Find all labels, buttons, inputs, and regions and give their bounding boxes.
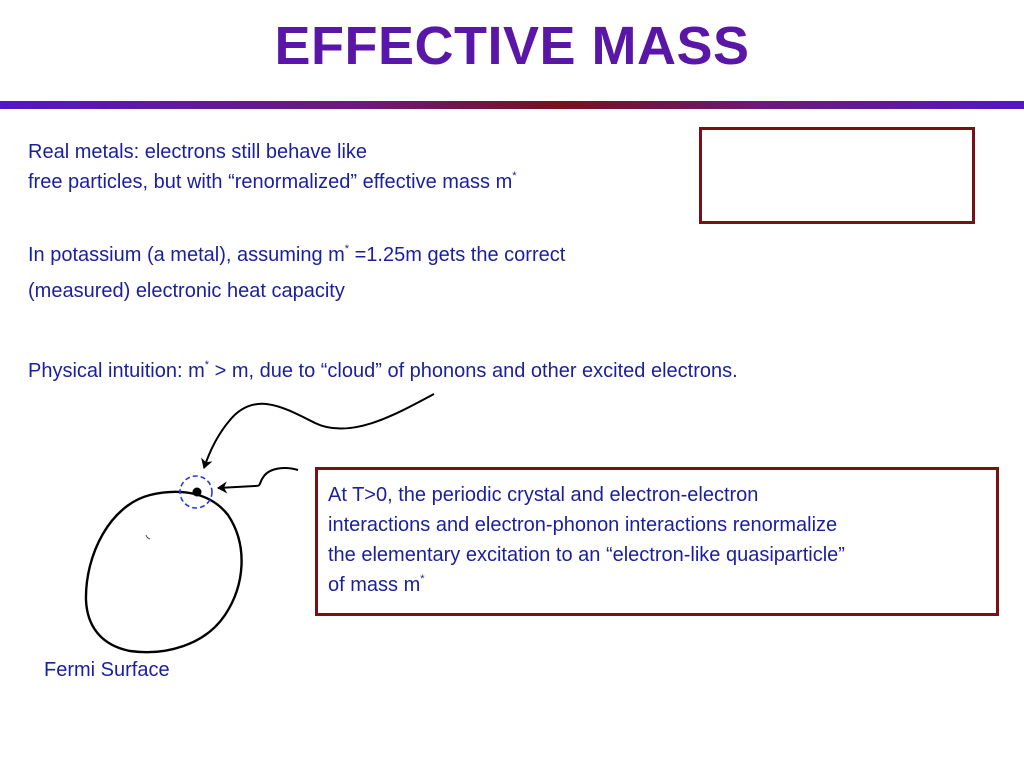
paragraph-potassium-line1-suffix: =1.25m gets the correct [349, 244, 566, 266]
superscript-star: * [512, 170, 517, 182]
superscript-star: * [204, 359, 210, 371]
slide-title: EFFECTIVE MASS [274, 16, 750, 76]
paragraph-real-metals-line2-text: free particles, but with “renormalized” effective mass m [28, 171, 513, 193]
callout-line3: the elementary excitation to an “electron-like quasiparticle” [328, 544, 845, 566]
paragraph-physical-intuition-prefix: Physical intuition: m [28, 360, 205, 382]
sphere-tick-mark [146, 535, 150, 539]
callout-line2: interactions and electron-phonon interactions renormalize [328, 514, 838, 536]
fermi-sphere [86, 492, 242, 652]
paragraph-physical-intuition-suffix: > m, due to “cloud” of phonons and other excited electrons. [209, 360, 738, 382]
quasiparticle-callout-box [315, 467, 999, 616]
squiggle-arrow [218, 468, 298, 488]
quasiparticle-dot [193, 488, 202, 497]
callout-line1: At T>0, the periodic crystal and electron-electron [328, 484, 759, 506]
curved-arrow [204, 394, 434, 468]
paragraph-potassium-line1-prefix: In potassium (a metal), assuming m [28, 244, 345, 266]
paragraph-potassium-line2: (measured) electronic heat capacity [28, 280, 345, 302]
paragraph-real-metals-line1: Real metals: electrons still behave like [28, 141, 368, 163]
superscript-star: * [420, 573, 425, 585]
callout-line4 [328, 570, 996, 600]
callout-line4-text: of mass m [328, 574, 421, 596]
fermi-surface-label: Fermi Surface [44, 659, 170, 681]
superscript-star: * [344, 243, 350, 255]
